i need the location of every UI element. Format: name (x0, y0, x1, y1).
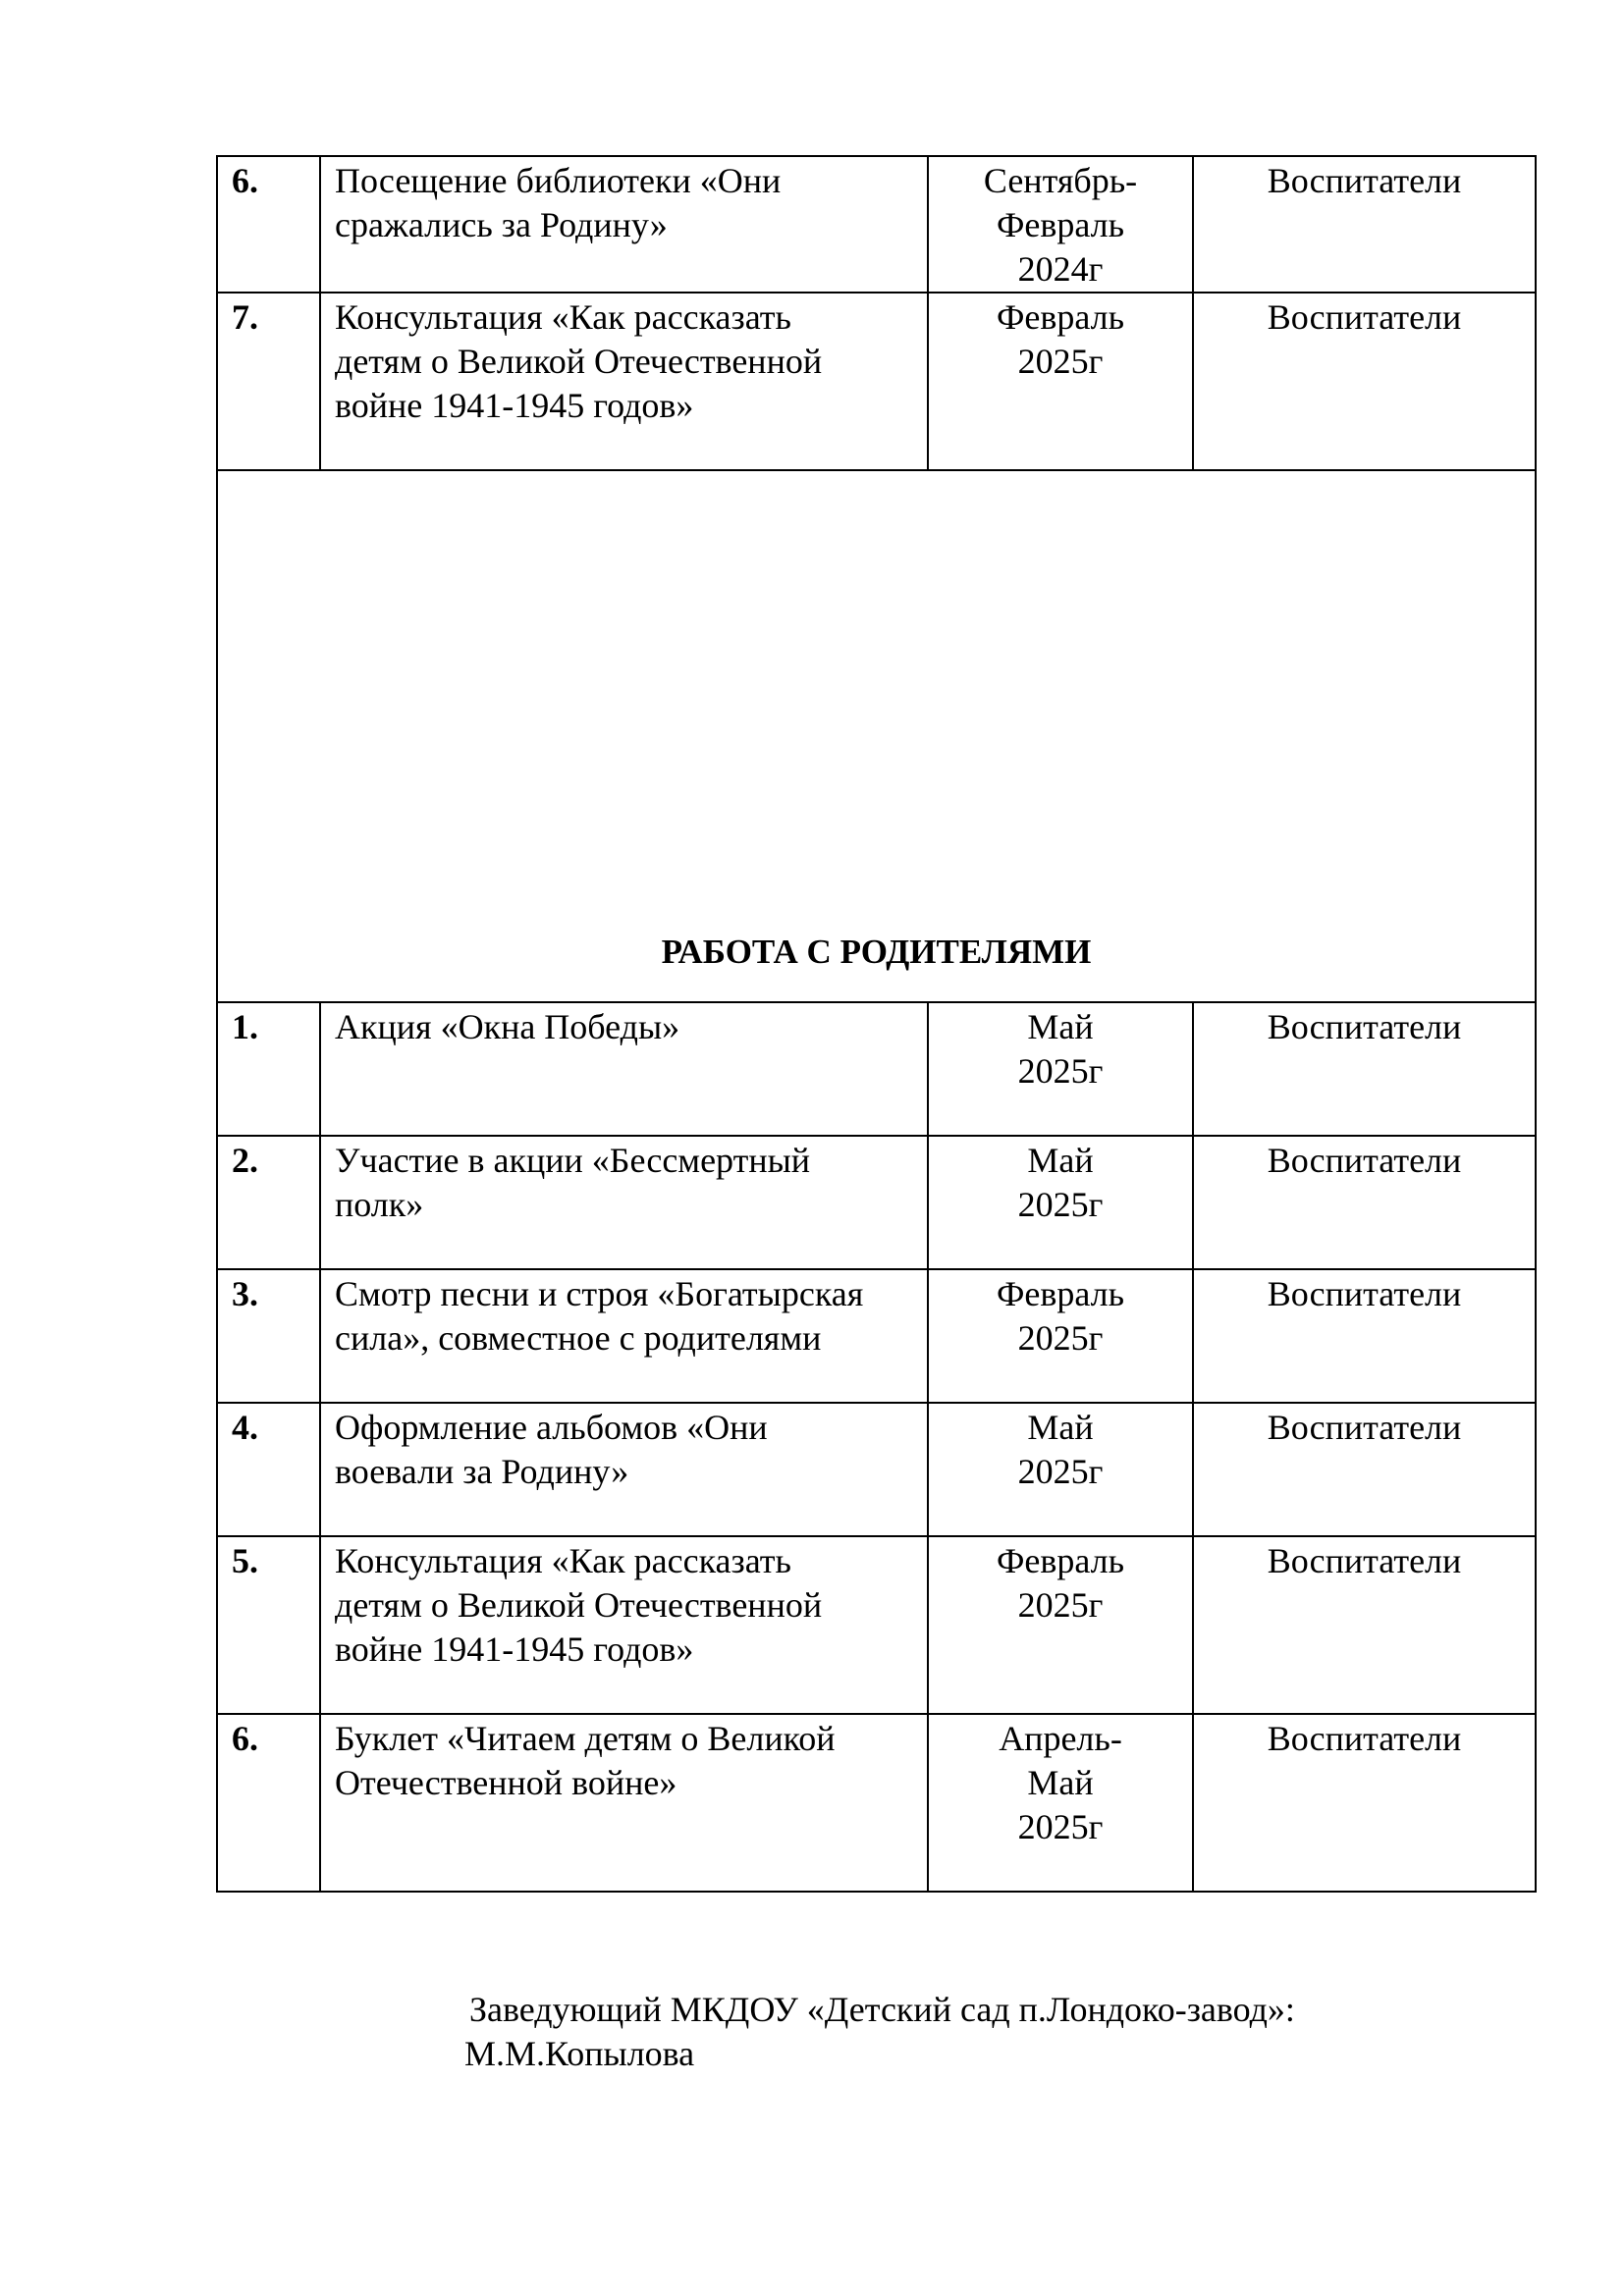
row-responsible: Воспитатели (1193, 1269, 1536, 1403)
row-title: Консультация «Как рассказать детям о Великой Отечественной войне 1941-1945 годов» (320, 293, 928, 470)
row-responsible: Воспитатели (1193, 1403, 1536, 1536)
row-number: 6. (217, 1714, 320, 1892)
table-row (217, 1136, 1536, 1269)
row-number: 3. (217, 1269, 320, 1403)
row-title: Участие в акции «Бессмертный полк» (320, 1136, 928, 1269)
row-title: Оформление альбомов «Они воевали за Родину» (320, 1403, 928, 1536)
row-title: Смотр песни и строя «Богатырская сила», совместное с родителями (320, 1269, 928, 1403)
table-row (217, 156, 1536, 293)
row-title: Буклет «Читаем детям о Великой Отечественной войне» (320, 1714, 928, 1892)
plan-table (216, 155, 1537, 1893)
table-body-top (217, 156, 1536, 470)
table-row (217, 1714, 1536, 1892)
row-responsible: Воспитатели (1193, 1714, 1536, 1892)
row-number: 2. (217, 1136, 320, 1269)
row-number: 5. (217, 1536, 320, 1714)
row-title: Акция «Окна Победы» (320, 1002, 928, 1136)
row-date: Апрель- Май 2025г (928, 1714, 1193, 1892)
row-date: Февраль 2025г (928, 1536, 1193, 1714)
row-date: Февраль 2025г (928, 293, 1193, 470)
table-row (217, 1002, 1536, 1136)
row-date: Май 2025г (928, 1002, 1193, 1136)
row-responsible: Воспитатели (1193, 156, 1536, 293)
table-row (217, 293, 1536, 470)
table-row (217, 1269, 1536, 1403)
row-date: Май 2025г (928, 1403, 1193, 1536)
row-responsible: Воспитатели (1193, 293, 1536, 470)
row-number: 7. (217, 293, 320, 470)
row-responsible: Воспитатели (1193, 1136, 1536, 1269)
signature-name: М.М.Копылова (464, 2034, 695, 2073)
row-date: Сентябрь- Февраль 2024г (928, 156, 1193, 293)
row-responsible: Воспитатели (1193, 1536, 1536, 1714)
row-number: 4. (217, 1403, 320, 1536)
table-row (217, 1536, 1536, 1714)
signature-position: Заведующий МКДОУ «Детский сад п.Лондоко-завод»: (469, 1990, 1295, 2029)
row-title: Посещение библиотеки «Они сражались за Родину» (320, 156, 928, 293)
row-date: Май 2025г (928, 1136, 1193, 1269)
table-row (217, 1403, 1536, 1536)
row-date: Февраль 2025г (928, 1269, 1193, 1403)
section-header-row (217, 470, 1536, 1002)
row-responsible: Воспитатели (1193, 1002, 1536, 1136)
section-header-body (217, 470, 1536, 1002)
row-number: 6. (217, 156, 320, 293)
row-number: 1. (217, 1002, 320, 1136)
section-title: РАБОТА С РОДИТЕЛЯМИ (217, 470, 1536, 1002)
table-body-parents (217, 1002, 1536, 1892)
row-title: Консультация «Как рассказать детям о Великой Отечественной войне 1941-1945 годов» (320, 1536, 928, 1714)
